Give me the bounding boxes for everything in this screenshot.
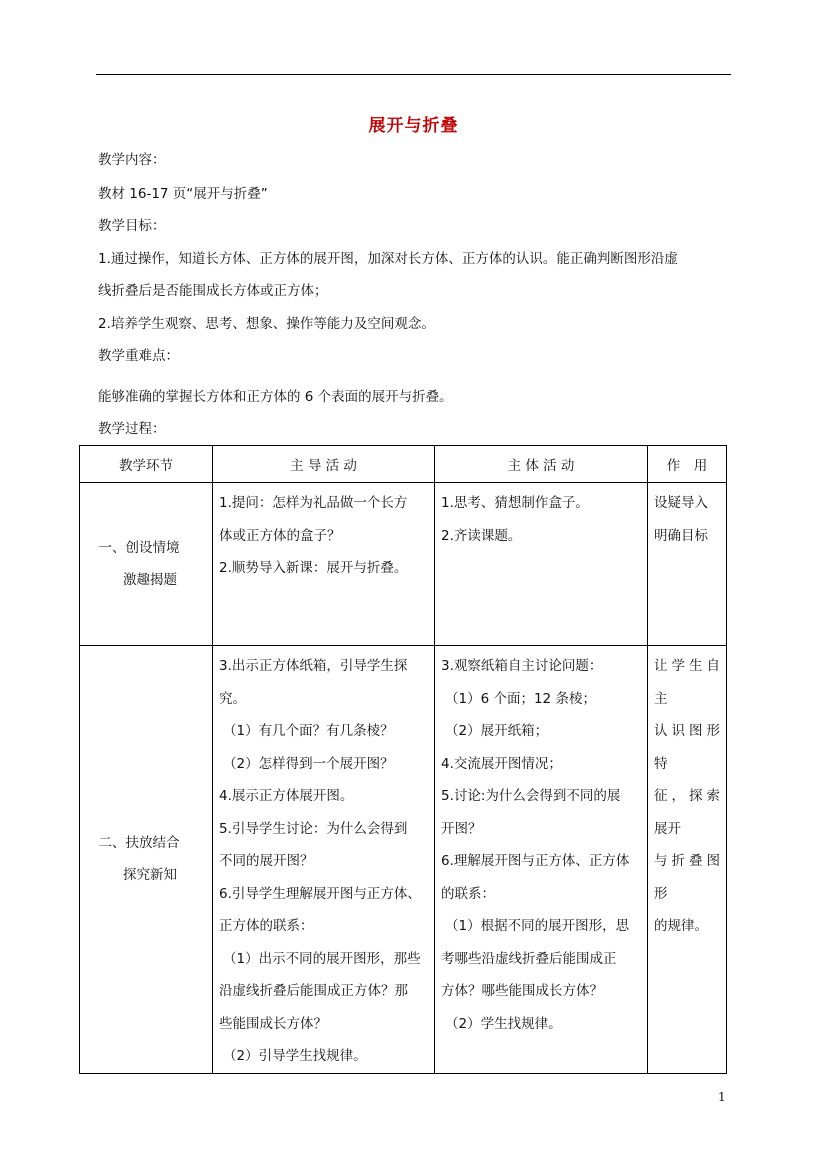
header-purpose: 作 用 — [648, 446, 727, 483]
student-line: （2）展开纸箱； — [445, 723, 549, 739]
page-number: 1 — [718, 1090, 726, 1104]
lead-line: 3.出示正方体纸箱，引导学生探 — [219, 658, 408, 674]
header-rule — [96, 74, 731, 75]
table-row — [80, 646, 727, 1074]
purpose-line: 与折叠图形 — [654, 853, 720, 902]
goal-1-line-1: 1.通过操作，知道长方体、正方体的展开图，加深对长方体、正方体的认识。能正确判断图形沿虚 — [98, 251, 678, 267]
lead-line: 些能围成长方体？ — [219, 1015, 327, 1032]
student-line: 2.齐读课题。 — [441, 527, 522, 544]
student-line: 6.理解展开图与正方体、正方体 — [441, 853, 630, 869]
purpose-line: 的规律。 — [654, 918, 708, 934]
student-line: 1.思考、猜想制作盒子。 — [441, 495, 589, 511]
student-activity-cell — [435, 646, 648, 1074]
student-line: 4.交流展开图情况； — [441, 755, 562, 772]
student-line: （2）学生找规律。 — [445, 1015, 562, 1032]
goals-label: 教学目标： — [98, 218, 166, 234]
goal-2: 2.培养学生观察、思考、想象、操作等能力及空间观念。 — [98, 316, 435, 332]
lead-line: 正方体的联系： — [219, 918, 314, 934]
lead-activity-cell — [213, 646, 435, 1074]
purpose-line: 征，探索展开 — [654, 788, 720, 837]
lead-line: 体或正方体的盒子？ — [219, 527, 341, 544]
lead-line: 究。 — [219, 690, 246, 707]
stage-line-2: 探究新知 — [123, 867, 177, 884]
process-label: 教学过程： — [98, 421, 166, 437]
stage-line-1: 二、扶放结合 — [98, 835, 180, 852]
student-line: 开图？ — [441, 820, 482, 837]
lead-line: 不同的展开图？ — [219, 853, 314, 869]
stage-cell — [80, 646, 213, 1074]
student-line: 方体？哪些能围成长方体？ — [441, 983, 603, 999]
purpose-line: 明确目标 — [654, 527, 708, 544]
table-row — [80, 483, 727, 646]
lead-line: （2）引导学生找规律。 — [223, 1048, 367, 1064]
student-line: 的联系： — [441, 885, 495, 902]
purpose-line: 认识图形特 — [654, 723, 720, 772]
purpose-cell — [648, 483, 727, 646]
lead-line: 1.提问：怎样为礼品做一个长方 — [219, 495, 408, 511]
purpose-line: 设疑导入 — [654, 495, 708, 511]
lead-line: （1）有几个面？有几条棱？ — [223, 723, 394, 739]
goal-1-line-2: 线折叠后是否能围成长方体或正方体； — [98, 283, 328, 299]
lead-line: 5.引导学生讨论：为什么会得到 — [219, 820, 408, 837]
stage-line-2: 激趣揭题 — [123, 572, 177, 588]
difficulty-text: 能够准确的掌握长方体和正方体的 6 个表面的展开与折叠。 — [98, 389, 453, 405]
table-header-row — [80, 446, 727, 483]
student-line: 考哪些沿虚线折叠后能围成正 — [441, 950, 617, 967]
student-line: 3.观察纸箱自主讨论问题： — [441, 658, 603, 674]
header-lead-activity: 主 导 活 动 — [213, 446, 435, 483]
lead-activity-cell — [213, 483, 435, 646]
process-table — [79, 445, 727, 1074]
lead-line: 2.顺势导入新课：展开与折叠。 — [219, 560, 408, 576]
document-title: 展开与折叠 — [368, 116, 459, 136]
student-activity-cell — [435, 483, 648, 646]
lead-line: （1）出示不同的展开图形，那些 — [223, 950, 421, 967]
stage-cell — [80, 483, 213, 646]
lead-line: 4.展示正方体展开图。 — [219, 788, 354, 804]
difficulty-label: 教学重难点： — [98, 348, 179, 364]
stage-line-1: 一、创设情境 — [98, 540, 180, 556]
content-text: 教材 16-17 页“展开与折叠” — [98, 186, 268, 202]
header-student-activity: 主 体 活 动 — [435, 446, 648, 483]
lead-line: （2）怎样得到一个展开图？ — [223, 755, 394, 772]
lead-line: 6.引导学生理解展开图与正方体、 — [219, 885, 421, 902]
student-line: （1）6 个面；12 条棱； — [445, 690, 596, 707]
purpose-line: 让学生自主 — [654, 658, 720, 707]
content-label: 教学内容： — [98, 152, 166, 168]
header-stage: 教学环节 — [80, 446, 213, 483]
student-line: 5.讨论:为什么会得到不同的展 — [441, 788, 621, 804]
purpose-cell — [648, 646, 727, 1074]
lead-line: 沿虚线折叠后能围成正方体？那 — [219, 983, 408, 999]
student-line: （1）根据不同的展开图形，思 — [445, 918, 630, 934]
